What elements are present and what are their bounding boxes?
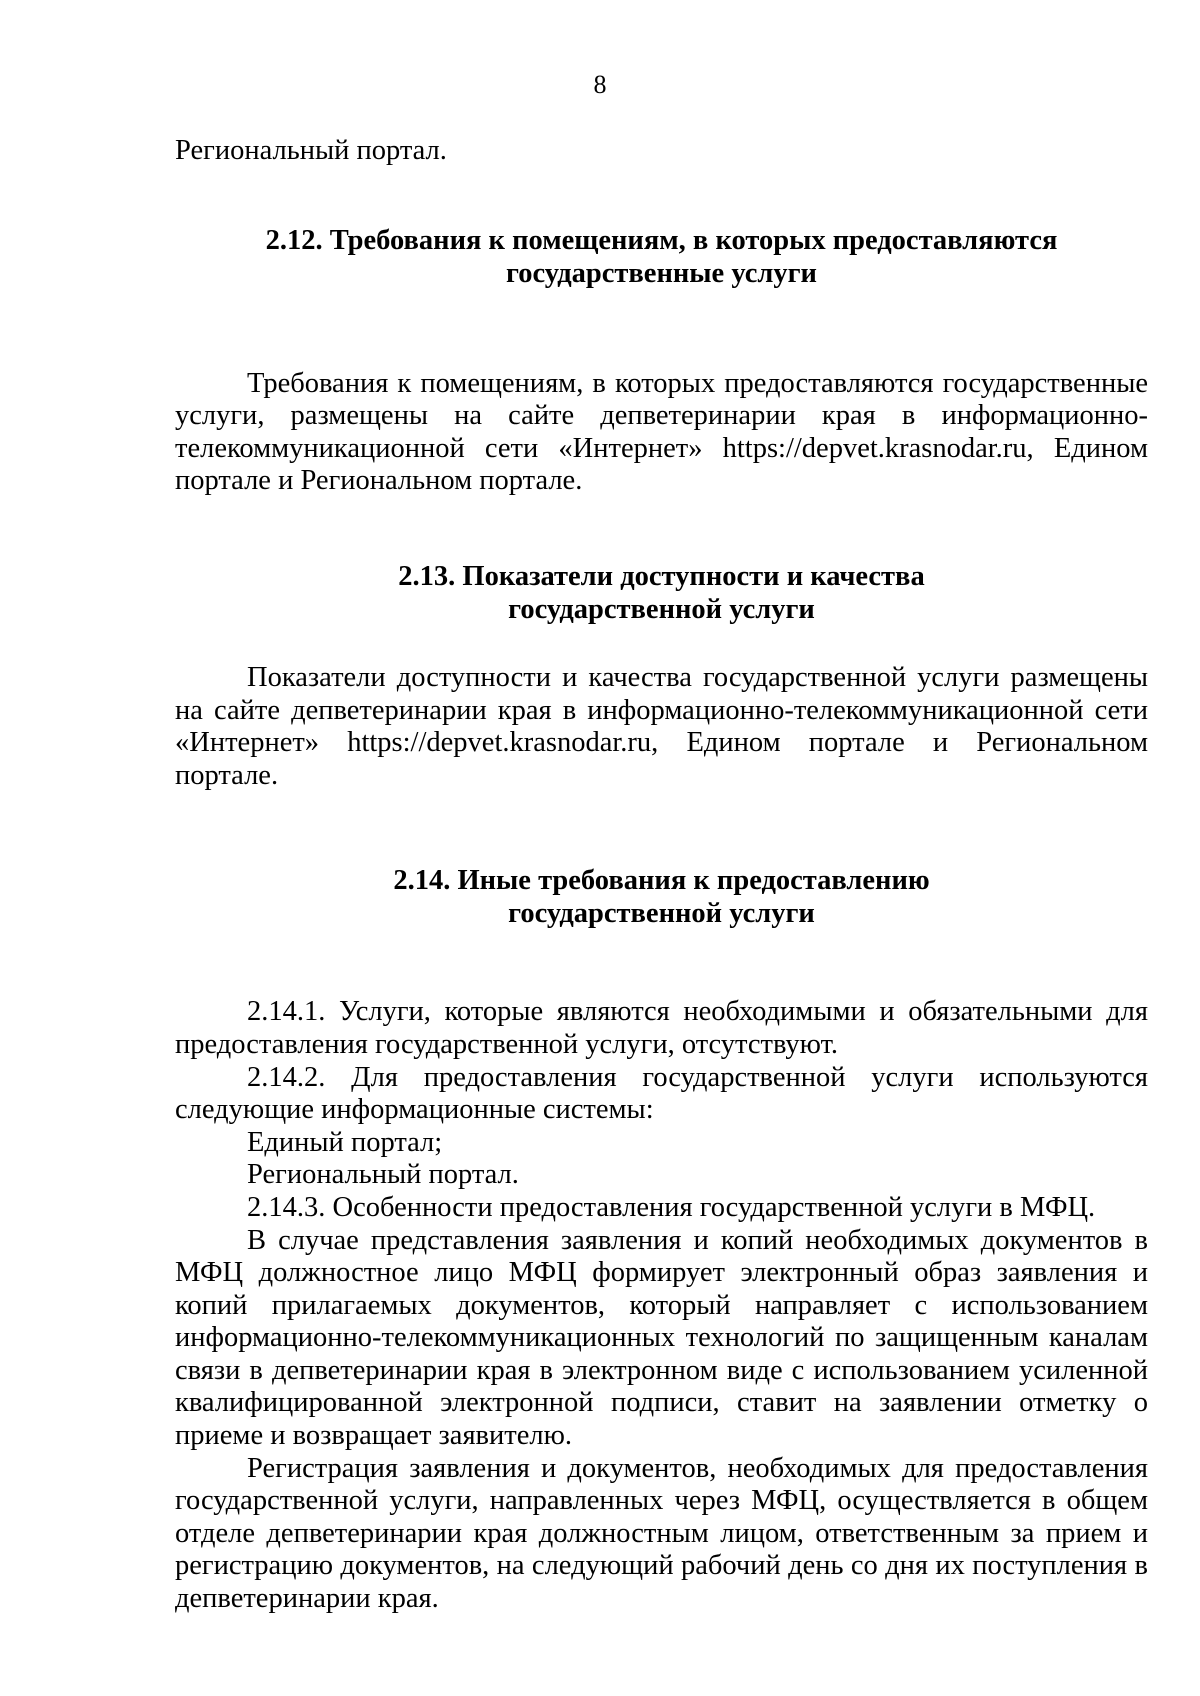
section-heading-line: государственной услуги (508, 898, 815, 930)
document-body (175, 135, 1148, 1616)
paragraph: Показатели доступности и качества государственной услуги размещены на сайте депветеринарии края в информационно-телекоммуникационной сети «Интернет» https://depvet.krasnodar.ru, Едином портале и Региональном портале. (175, 661, 1148, 791)
paragraph: Регистрация заявления и документов, необходимых для предоставления государственной услуги, направленных через МФЦ, осуществляется в общем отделе депветеринарии края должностным лицом, ответственным за прием и регистрацию документов, на следующий рабочий день со дня их поступления в депветеринарии края. (175, 1452, 1148, 1615)
list-item: Региональный портал. (247, 1159, 519, 1191)
paragraph: 2.14.1. Услуги, которые являются необходимыми и обязательными для предоставления государственной услуги, отсутствуют. (175, 996, 1148, 1060)
section-heading-2-14 (175, 864, 1148, 930)
section-heading-line: 2.13. Показатели доступности и качества (398, 560, 925, 592)
intro-line: Региональный портал. (175, 135, 447, 166)
section-heading-line: 2.12. Требования к помещениям, в которых предоставляются (265, 224, 1058, 256)
section-heading-line: государственной услуги (508, 593, 815, 625)
page-number: 8 (593, 70, 607, 99)
paragraph: 2.14.2. Для предоставления государственной услуги используются следующие информационные системы: (175, 1061, 1148, 1126)
section-heading-2-12 (175, 224, 1148, 290)
section-heading-line: государственные услуги (506, 257, 817, 289)
section-heading-line: 2.14. Иные требования к предоставлению (393, 865, 930, 897)
list-item: Единый портал; (247, 1126, 443, 1158)
paragraph: В случае представления заявления и копий необходимых документов в МФЦ должностное лицо МФЦ формирует электронный образ заявления и копий прилагаемых документов, который направляет с использованием информационно-телекоммуникационных технологий по защищенным каналам связи в депветеринарии края в электронном виде с использованием усиленной квалифицированной электронной подписи, ставит на заявлении отметку о приеме и возвращает заявителю. (175, 1224, 1148, 1452)
section-heading-2-13 (175, 560, 1148, 626)
paragraph: Требования к помещениям, в которых предоставляются государственные услуги, размещены на сайте депветеринарии края в информационно-телекоммуникационной сети «Интернет» https://depvet.krasnodar.ru, Едином портале и Региональном портале. (175, 367, 1148, 497)
paragraph: 2.14.3. Особенности предоставления государственной услуги в МФЦ. (247, 1191, 1096, 1223)
